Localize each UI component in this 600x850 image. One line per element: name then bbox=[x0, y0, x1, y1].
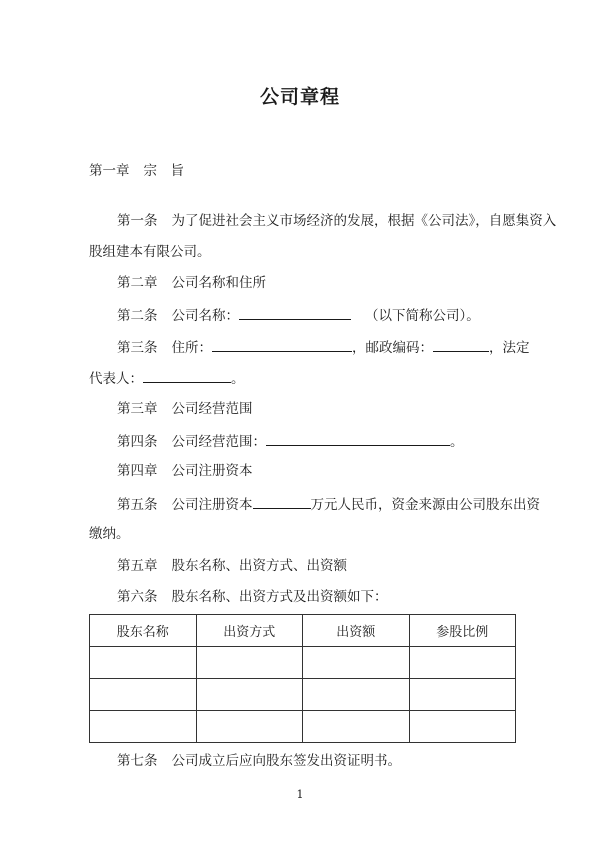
article-5-suffix: 万元人民币，资金来源由公司股东出资 bbox=[310, 497, 540, 513]
article-7-text: 公司成立后应向股东签发出资证明书。 bbox=[171, 753, 401, 769]
chapter-5 bbox=[117, 557, 347, 575]
table-cell[interactable] bbox=[409, 647, 516, 679]
address-blank[interactable] bbox=[212, 337, 352, 352]
table-cell[interactable] bbox=[409, 679, 516, 711]
article-2-suffix: （以下简称公司）。 bbox=[365, 308, 480, 324]
chapter-4-label: 第四章 bbox=[117, 463, 158, 479]
article-4-label: 第四条 bbox=[117, 434, 158, 450]
table-cell[interactable] bbox=[303, 711, 410, 743]
table-cell[interactable] bbox=[196, 711, 303, 743]
article-5-label: 第五条 bbox=[117, 497, 158, 513]
chapter-2 bbox=[117, 274, 266, 292]
table-cell[interactable] bbox=[90, 647, 197, 679]
table-cell[interactable] bbox=[90, 711, 197, 743]
page-number: 1 bbox=[296, 788, 304, 801]
chapter-5-label: 第五章 bbox=[117, 558, 158, 574]
table-cell[interactable] bbox=[90, 679, 197, 711]
chapter-3-label: 第三章 bbox=[117, 401, 158, 417]
chapter-3-heading: 公司经营范围 bbox=[171, 401, 253, 417]
article-3-line2-prefix: 代表人： bbox=[89, 371, 143, 387]
table-row bbox=[90, 711, 516, 743]
header-share-ratio: 参股比例 bbox=[409, 615, 516, 647]
chapter-2-label: 第二章 bbox=[117, 275, 158, 291]
article-2 bbox=[117, 305, 480, 325]
business-scope-blank[interactable] bbox=[266, 431, 450, 446]
article-5 bbox=[117, 494, 540, 514]
article-3-prefix: 住所： bbox=[171, 340, 212, 356]
article-4-suffix: 。 bbox=[450, 434, 464, 450]
table-row bbox=[90, 647, 516, 679]
table-row bbox=[90, 679, 516, 711]
chapter-4 bbox=[117, 462, 253, 480]
table-cell[interactable] bbox=[196, 679, 303, 711]
article-3 bbox=[117, 337, 530, 357]
article-1-label: 第一条 bbox=[117, 213, 158, 229]
chapter-3 bbox=[117, 400, 253, 418]
chapter-1-label: 第一章 bbox=[89, 163, 130, 179]
legal-representative-blank[interactable] bbox=[143, 368, 231, 383]
chapter-1-heading: 宗 旨 bbox=[143, 163, 184, 179]
article-4-prefix: 公司经营范围： bbox=[171, 434, 266, 450]
article-6 bbox=[117, 588, 388, 606]
postal-code-blank[interactable] bbox=[433, 337, 489, 352]
article-6-label: 第六条 bbox=[117, 589, 158, 605]
article-1-continuation: 股组建本有限公司。 bbox=[89, 244, 211, 260]
header-shareholder-name: 股东名称 bbox=[90, 615, 197, 647]
header-contribution-amount: 出资额 bbox=[303, 615, 410, 647]
chapter-4-heading: 公司注册资本 bbox=[171, 463, 253, 479]
article-3-line2-suffix: 。 bbox=[231, 371, 245, 387]
shareholder-table bbox=[89, 614, 516, 743]
article-2-prefix: 公司名称： bbox=[171, 308, 239, 324]
document-title: 公司章程 bbox=[259, 86, 340, 108]
article-5-prefix: 公司注册资本 bbox=[171, 497, 253, 513]
article-2-label: 第二条 bbox=[117, 308, 158, 324]
article-3-continuation bbox=[89, 368, 245, 388]
chapter-1 bbox=[89, 162, 184, 180]
chapter-2-heading: 公司名称和住所 bbox=[171, 275, 266, 291]
article-7 bbox=[117, 752, 401, 770]
table-cell[interactable] bbox=[409, 711, 516, 743]
registered-capital-blank[interactable] bbox=[253, 494, 311, 509]
company-name-blank[interactable] bbox=[239, 305, 351, 320]
article-1 bbox=[117, 212, 556, 230]
table-header-row bbox=[90, 615, 516, 647]
article-3-middle: ，邮政编码： bbox=[352, 340, 433, 356]
header-contribution-method: 出资方式 bbox=[196, 615, 303, 647]
article-5-continuation: 缴纳。 bbox=[89, 526, 130, 542]
table-cell[interactable] bbox=[196, 647, 303, 679]
article-4 bbox=[117, 431, 464, 451]
table-cell[interactable] bbox=[303, 647, 410, 679]
table-cell[interactable] bbox=[303, 679, 410, 711]
chapter-5-heading: 股东名称、出资方式、出资额 bbox=[171, 558, 347, 574]
article-1-text: 为了促进社会主义市场经济的发展，根据《公司法》，自愿集资入 bbox=[171, 213, 557, 229]
article-7-label: 第七条 bbox=[117, 753, 158, 769]
article-6-text: 股东名称、出资方式及出资额如下： bbox=[171, 589, 388, 605]
article-3-suffix: ，法定 bbox=[489, 340, 530, 356]
article-3-label: 第三条 bbox=[117, 340, 158, 356]
